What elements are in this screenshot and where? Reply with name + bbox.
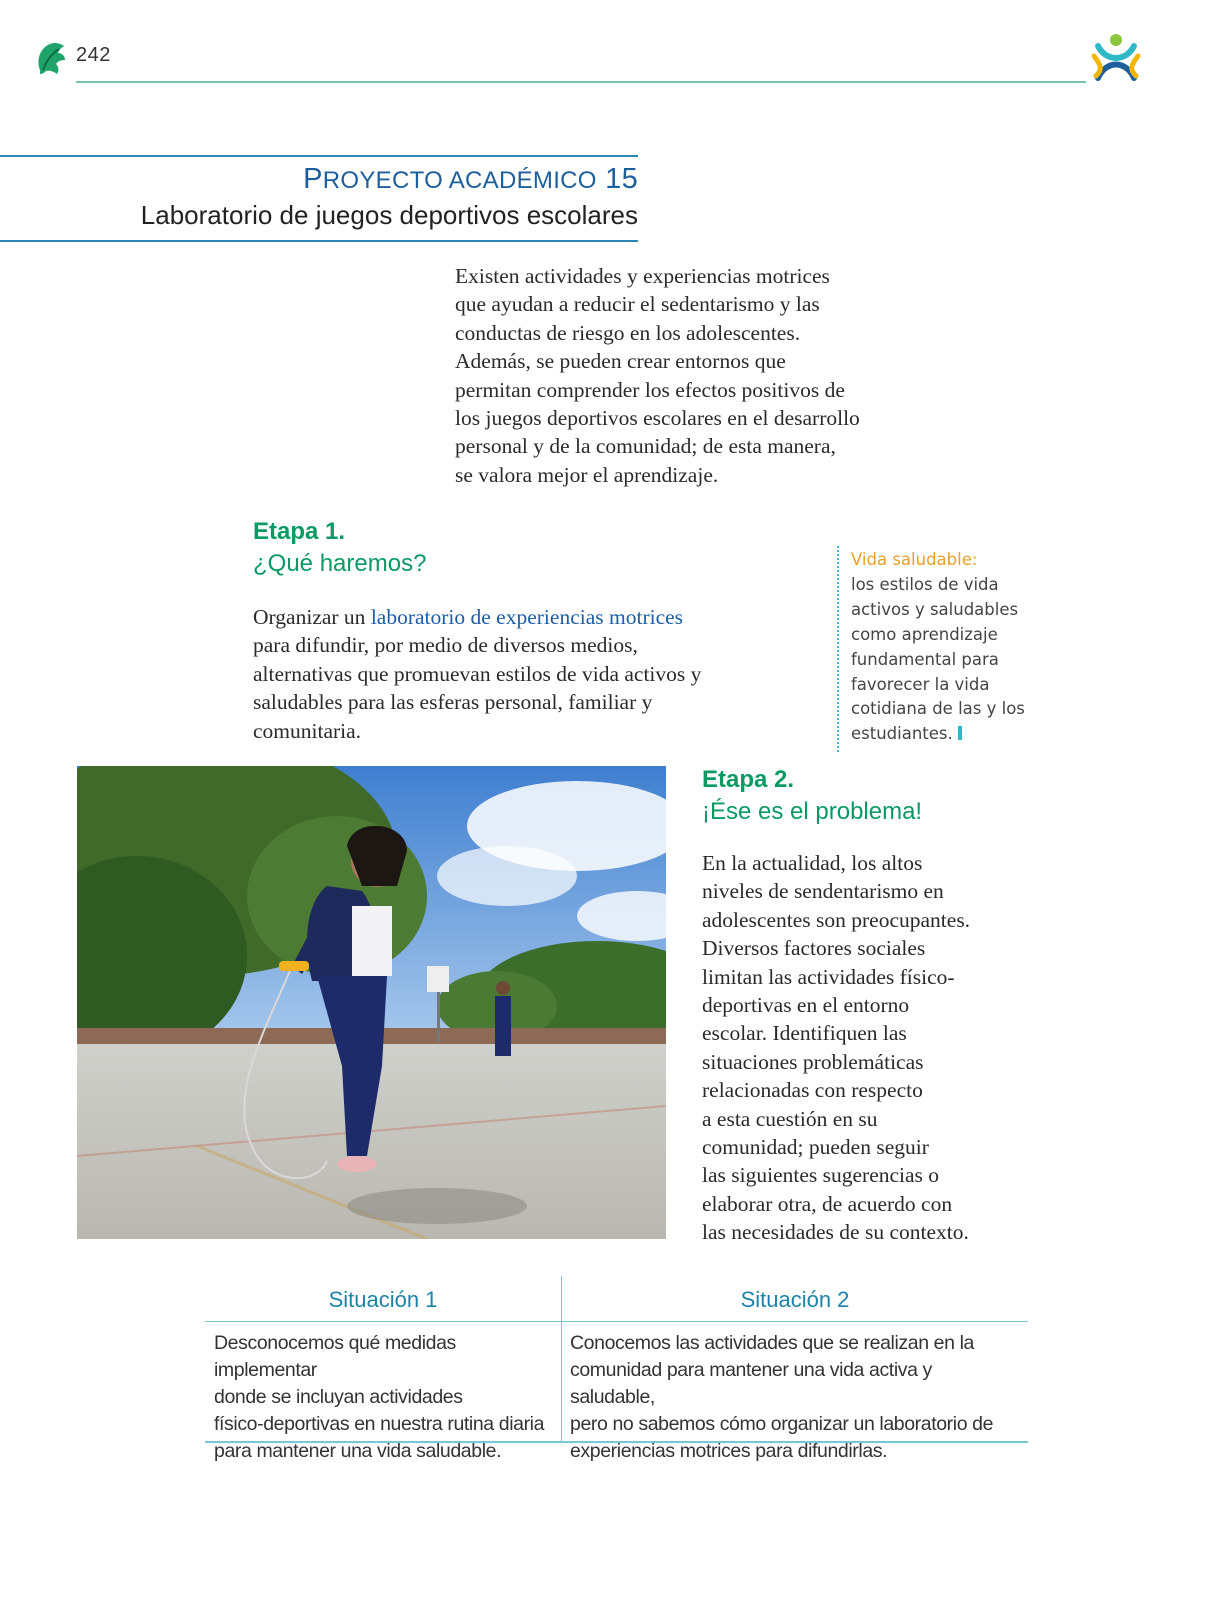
stage2-paragraph: En la actualidad, los altos niveles de sendentarismo en adolescentes son preocupantes. Diversos factores sociales limitan las actividades físico- deportivas en el entorno escolar. Identifiquen las situaciones problemáticas relacionadas con respecto a esta cuestión en su comunidad; pueden seguir las siguientes sugerencias o elaborar otra, de acuerdo con las necesidades de su contexto.: [702, 851, 971, 1245]
project-kicker: PROYECTO ACADÉMICO 15: [303, 163, 638, 195]
page-number: 242: [76, 44, 111, 66]
stage1-heading: [253, 516, 426, 580]
stage1-paragraph: Organizar un laboratorio de experiencias motrices para difundir, por medio de diversos medios, alternativas que promuevan estilos de vida activos y saludables para las esferas personal, familiar y comunitaria.: [253, 605, 702, 743]
title-top-rule: [0, 155, 638, 157]
title-bottom-rule: [0, 240, 638, 242]
project-title: Laboratorio de juegos deportivos escolares: [140, 200, 638, 230]
sidebar-term: Vida saludable:: [851, 550, 978, 569]
green-leaf-icon: [34, 40, 68, 76]
sidebar-dotted-rule: [837, 546, 839, 752]
glossary-term-link: laboratorio de experiencias motrices: [370, 605, 684, 629]
situation-2-text: Conocemos las actividades que se realizan en la comunidad para mantener una vida activa y saludable, pero no sabemos cómo organizar un laboratorio de experiencias motrices para difundirlas.: [570, 1332, 994, 1462]
stage2-number: Etapa 2.: [702, 766, 795, 793]
glossary-sidebar: [851, 548, 1051, 747]
header-rule: [76, 81, 1086, 83]
situation-1-heading: Situación 1: [328, 1287, 438, 1312]
colorful-emblem-icon: [1088, 32, 1144, 86]
situation-2-heading: Situación 2: [740, 1287, 850, 1312]
stage2-title: ¡Ése es el problema!: [702, 798, 923, 825]
sidebar-definition: los estilos de vida activos y saludables como aprendizaje fundamental para favorecer la vida cotidiana de las y los estudiantes.: [851, 574, 1025, 744]
end-mark-icon: [958, 726, 962, 740]
jump-rope-photo: [77, 766, 666, 1239]
intro-paragraph: Existen actividades y experiencias motrices que ayudan a reducir el sedentarismo y las conductas de riesgo en los adolescentes. Además, se pueden crear entornos que permitan comprender los efectos positivos de los juegos deportivos escolares en el desarrollo personal y de la comunidad; de esta manera, se valora mejor el aprendizaje.: [455, 264, 860, 487]
table-header-divider: [205, 1321, 1028, 1322]
stage1-number: Etapa 1.: [253, 518, 346, 545]
situation-1-text: Desconocemos qué medidas implementar donde se incluyan actividades físico-deportivas en nuestra rutina diaria para mantener una vida saludable.: [214, 1332, 545, 1462]
stage1-title: ¿Qué haremos?: [253, 550, 427, 577]
stage2-heading: [702, 764, 922, 828]
